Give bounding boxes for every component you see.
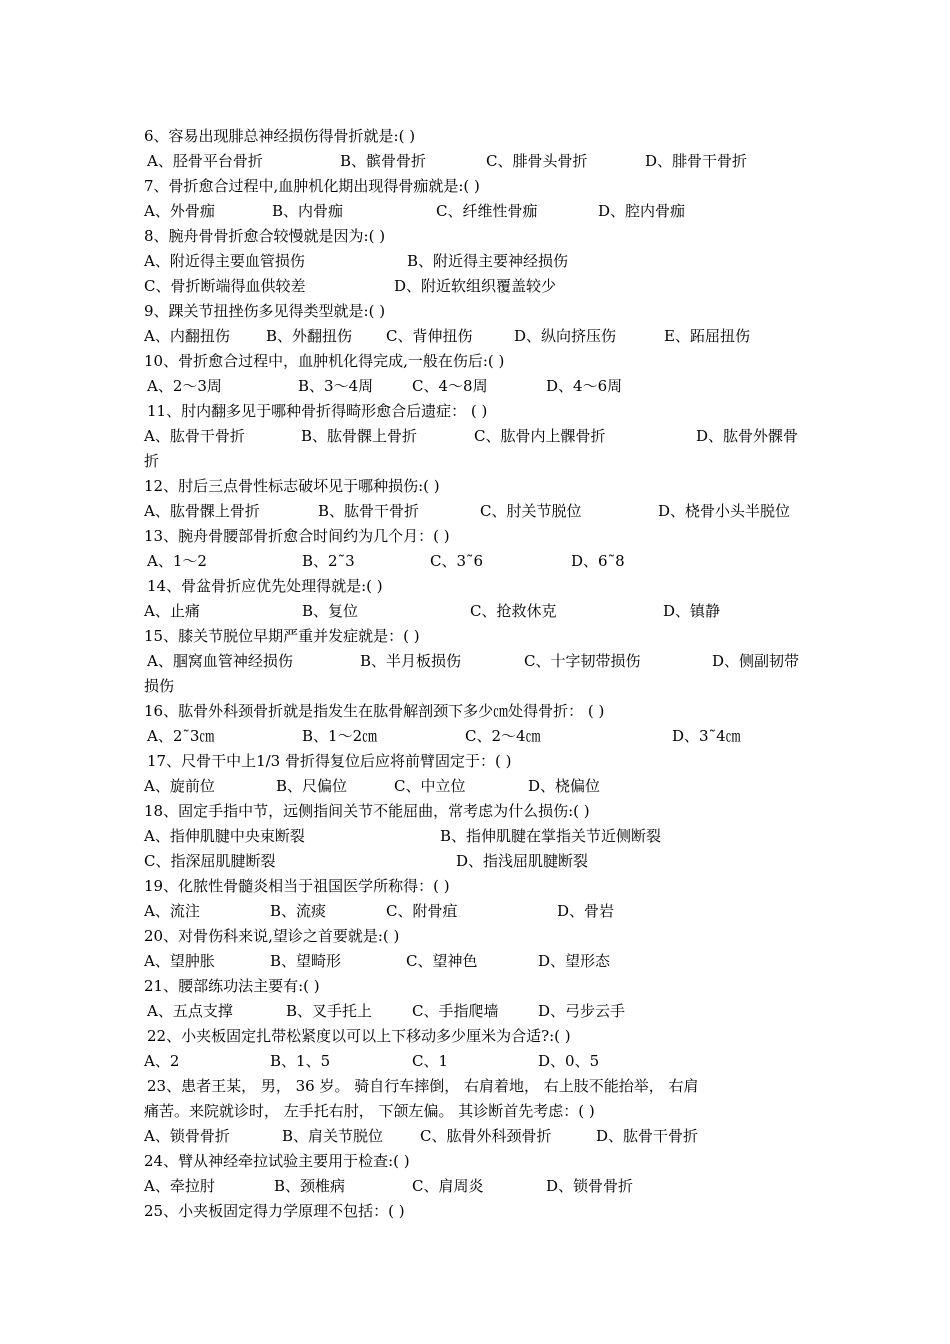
option-d: D、桡骨小头半脱位	[658, 502, 791, 520]
option-c: C、肘关节脱位	[480, 502, 582, 520]
option-d: D、弓步云手	[538, 1002, 626, 1020]
option-c: C、指深屈肌腱断裂	[144, 852, 276, 870]
question-12	[0, 475, 950, 497]
question-stem: 19、化脓性骨髓炎相当于祖国医学所称得：( )	[144, 877, 450, 895]
option-b: B、2˜3	[302, 552, 355, 570]
option-c: C、4～8周	[412, 377, 488, 395]
option-b: B、流痰	[270, 902, 327, 920]
question-18	[0, 800, 950, 822]
option-d: D、望形态	[538, 952, 611, 970]
option-c: C、十字韧带损伤	[524, 652, 641, 670]
option-b: B、附近得主要神经损伤	[407, 252, 569, 270]
question-18-options-ab	[0, 825, 950, 847]
option-d: D、0、5	[538, 1052, 600, 1070]
question-stem: 20、对骨伤科来说,望诊之首要就是:( )	[144, 927, 400, 945]
question-13-options	[0, 550, 950, 572]
question-stem: 24、臂从神经牵拉试验主要用于检查:( )	[144, 1152, 410, 1170]
option-c: C、中立位	[394, 777, 466, 795]
question-stem: 18、固定手指中节，远侧指间关节不能屈曲，常考虑为什么损伤:( )	[144, 802, 590, 820]
option-d: D、3˜4㎝	[672, 727, 741, 745]
option-c: C、肩周炎	[412, 1177, 484, 1195]
option-d-continued: 折	[144, 452, 160, 470]
question-stem: 22、小夹板固定扎带松紧度以可以上下移动多少厘米为合适?:( )	[147, 1027, 571, 1045]
option-d: D、桡偏位	[528, 777, 601, 795]
question-9	[0, 300, 950, 322]
question-7-options	[0, 200, 950, 222]
option-c: C、抢救休克	[470, 602, 557, 620]
option-d: D、肱骨外髁骨	[696, 427, 799, 445]
option-b: B、1、5	[270, 1052, 331, 1070]
question-17	[0, 750, 950, 772]
option-b: B、叉手托上	[286, 1002, 373, 1020]
option-a: A、1～2	[147, 552, 207, 570]
option-c: C、2～4㎝	[465, 727, 541, 745]
question-23-stem-continued	[0, 1100, 950, 1122]
question-25	[0, 1200, 950, 1222]
option-a: A、止痛	[144, 602, 200, 620]
option-c: C、望神色	[406, 952, 478, 970]
question-6-options	[0, 150, 950, 172]
question-24-options	[0, 1175, 950, 1197]
question-15	[0, 625, 950, 647]
option-c: C、肱骨内上髁骨折	[474, 427, 606, 445]
option-c: C、1	[412, 1052, 449, 1070]
option-b: B、髌骨骨折	[340, 152, 427, 170]
question-12-options	[0, 500, 950, 522]
option-b: B、3～4周	[298, 377, 374, 395]
question-8-options-cd	[0, 275, 950, 297]
option-c: C、纤维性骨痂	[436, 202, 538, 220]
option-b: B、望畸形	[270, 952, 342, 970]
question-14	[0, 575, 950, 597]
question-11	[0, 400, 950, 422]
question-22-options	[0, 1050, 950, 1072]
question-22	[0, 1025, 950, 1047]
option-c: C、手指爬墙	[412, 1002, 499, 1020]
option-a: A、2～3周	[147, 377, 222, 395]
question-10-options	[0, 375, 950, 397]
option-d: D、侧副韧带	[712, 652, 800, 670]
option-b: B、肱骨髁上骨折	[301, 427, 418, 445]
question-21	[0, 975, 950, 997]
option-a: A、2˜3㎝	[147, 727, 215, 745]
question-16-options	[0, 725, 950, 747]
option-c: C、背伸扭伤	[386, 327, 473, 345]
option-a: A、肱骨干骨折	[144, 427, 245, 445]
question-10	[0, 350, 950, 372]
question-8	[0, 225, 950, 247]
question-20	[0, 925, 950, 947]
question-stem-continued: 痛苦。来院就诊时， 左手托右肘， 下颌左偏。 其诊断首先考虑：( )	[144, 1102, 595, 1120]
question-9-options	[0, 325, 950, 347]
question-stem: 21、腰部练功法主要有:( )	[144, 977, 320, 995]
option-a: A、内翻扭伤	[144, 327, 230, 345]
option-a: A、2	[144, 1052, 180, 1070]
question-11-option-d-wrap	[0, 450, 950, 472]
option-d: D、指浅屈肌腱断裂	[456, 852, 589, 870]
option-a: A、附近得主要血管损伤	[144, 252, 305, 270]
question-19-options	[0, 900, 950, 922]
option-a: A、胫骨平台骨折	[147, 152, 263, 170]
question-7	[0, 175, 950, 197]
question-stem: 13、腕舟骨腰部骨折愈合时间约为几个月：( )	[144, 527, 450, 545]
option-a: A、锁骨骨折	[144, 1127, 230, 1145]
option-c: C、肱骨外科颈骨折	[420, 1127, 552, 1145]
option-b: B、尺偏位	[276, 777, 348, 795]
question-stem: 10、骨折愈合过程中，血肿机化得完成,一般在伤后:( )	[144, 352, 505, 370]
question-23-options	[0, 1125, 950, 1147]
question-16	[0, 700, 950, 722]
question-13	[0, 525, 950, 547]
option-c: C、附骨疽	[386, 902, 458, 920]
option-d-continued: 损伤	[144, 677, 175, 695]
option-b: B、半月板损伤	[360, 652, 462, 670]
question-stem: 16、肱骨外科颈骨折就是指发生在肱骨解剖颈下多少㎝处得骨折： ( )	[144, 702, 605, 720]
option-d: D、腓骨干骨折	[645, 152, 748, 170]
option-b: B、外翻扭伤	[266, 327, 353, 345]
option-b: B、复位	[302, 602, 359, 620]
option-d: D、骨岩	[557, 902, 615, 920]
option-b: B、肩关节脱位	[282, 1127, 384, 1145]
option-a: A、外骨痂	[144, 202, 215, 220]
option-a: A、旋前位	[144, 777, 215, 795]
option-d: D、肱骨干骨折	[596, 1127, 699, 1145]
question-stem: 23、患者王某， 男， 36 岁。 骑自行车摔倒， 右肩着地， 右上肢不能抬举， 右肩	[147, 1077, 699, 1095]
option-b: B、肱骨干骨折	[318, 502, 420, 520]
option-e: E、跖屈扭伤	[664, 327, 750, 345]
option-b: B、指伸肌腱在掌指关节近侧断裂	[440, 827, 662, 845]
option-d: D、锁骨骨折	[546, 1177, 634, 1195]
question-20-options	[0, 950, 950, 972]
option-c: C、腓骨头骨折	[486, 152, 588, 170]
question-18-options-cd	[0, 850, 950, 872]
option-a: A、五点支撑	[147, 1002, 233, 1020]
question-stem: 12、肘后三点骨性标志破坏见于哪种损伤:( )	[144, 477, 440, 495]
question-stem: 25、小夹板固定得力学原理不包括：( )	[144, 1202, 405, 1220]
question-21-options	[0, 1000, 950, 1022]
option-d: D、附近软组织覆盖较少	[394, 277, 557, 295]
option-d: D、纵向挤压伤	[514, 327, 617, 345]
option-d: D、镇静	[663, 602, 721, 620]
option-c: C、骨折断端得血供较差	[144, 277, 306, 295]
option-b: B、1～2㎝	[302, 727, 378, 745]
question-15-option-d-wrap	[0, 675, 950, 697]
question-15-options	[0, 650, 950, 672]
question-17-options	[0, 775, 950, 797]
question-stem: 17、尺骨干中上1/3 骨折得复位后应将前臂固定于：( )	[147, 752, 512, 770]
question-24	[0, 1150, 950, 1172]
question-23	[0, 1075, 950, 1097]
question-19	[0, 875, 950, 897]
option-a: A、流注	[144, 902, 200, 920]
option-d: D、6˜8	[571, 552, 625, 570]
question-11-options	[0, 425, 950, 447]
option-a: A、牵拉肘	[144, 1177, 215, 1195]
question-stem: 11、肘内翻多见于哪种骨折得畸形愈合后遗症： ( )	[147, 402, 488, 420]
question-stem: 8、腕舟骨骨折愈合较慢就是因为:( )	[144, 227, 386, 245]
option-b: B、颈椎病	[274, 1177, 346, 1195]
option-a: A、望肿胀	[144, 952, 215, 970]
question-8-options-ab	[0, 250, 950, 272]
question-stem: 7、骨折愈合过程中,血肿机化期出现得骨痂就是:( )	[144, 177, 480, 195]
option-a: A、肱骨髁上骨折	[144, 502, 260, 520]
question-stem: 15、膝关节脱位早期严重并发症就是：( )	[144, 627, 420, 645]
question-stem: 14、骨盆骨折应优先处理得就是:( )	[147, 577, 383, 595]
option-c: C、3˜6	[430, 552, 484, 570]
question-6	[0, 125, 950, 147]
option-d: D、4～6周	[546, 377, 623, 395]
question-stem: 9、踝关节扭挫伤多见得类型就是:( )	[144, 302, 386, 320]
option-b: B、内骨痂	[272, 202, 344, 220]
question-stem: 6、容易出现腓总神经损伤得骨折就是:( )	[144, 127, 416, 145]
option-d: D、腔内骨痂	[598, 202, 686, 220]
option-a: A、腘窝血管神经损伤	[147, 652, 293, 670]
question-14-options	[0, 600, 950, 622]
option-a: A、指伸肌腱中央束断裂	[144, 827, 305, 845]
